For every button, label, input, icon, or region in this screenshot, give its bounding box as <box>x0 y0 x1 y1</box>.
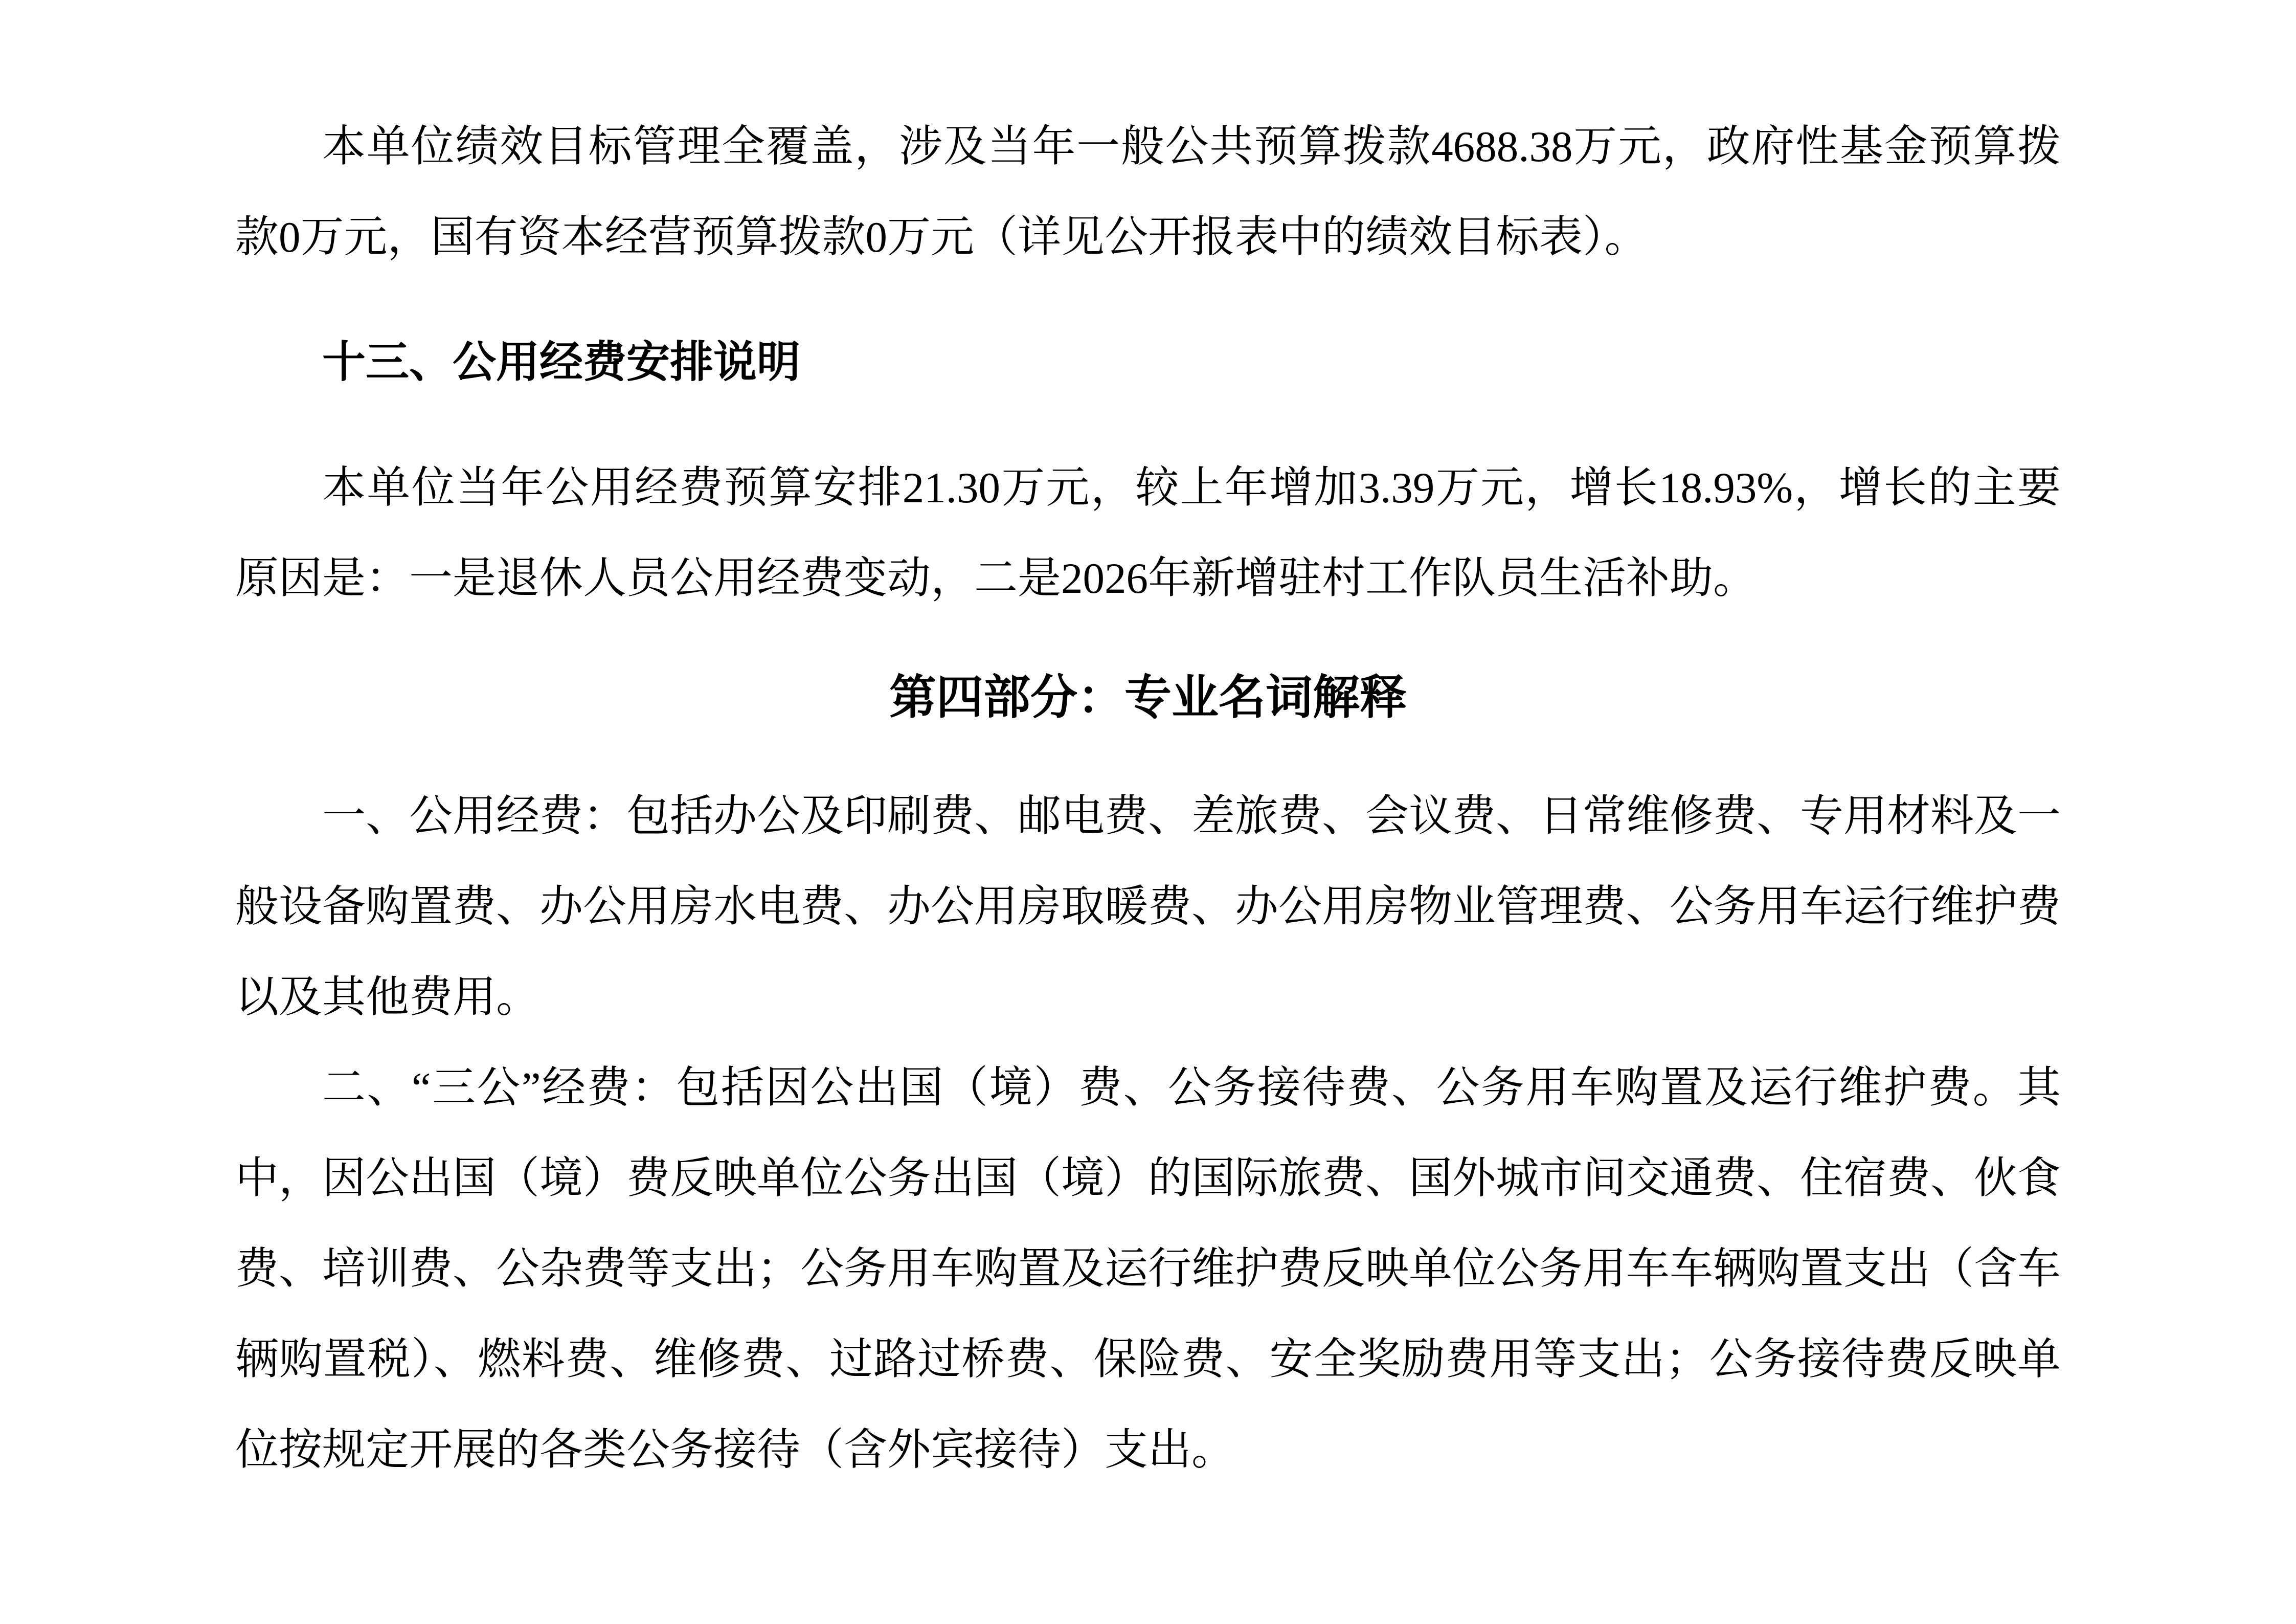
paragraph-performance-target: 本单位绩效目标管理全覆盖，涉及当年一般公共预算拨款4688.38万元，政府性基金预算拨款0万元，国有资本经营预算拨款0万元（详见公开报表中的绩效目标表）。 <box>235 123 2061 261</box>
paragraph-public-expense-detail: 本单位当年公用经费预算安排21.30万元，较上年增加3.39万元，增长18.93%，增长的主要原因是：一是退休人员公用经费变动，二是2026年新增驻村工作队员生活补助。 <box>235 464 2061 603</box>
heading-public-expense-arrangement: 十三、公用经费安排说明 <box>322 339 801 387</box>
paragraph-term-three-public-expenses: 二、“三公”经费：包括因公出国（境）费、公务接待费、公务用车购置及运行维护费。其中，因公出国（境）费反映单位公务出国（境）的国际旅费、国外城市间交通费、住宿费、伙食费、培训费、公杂费等支出；公务用车购置及运行维护费反映单位公务用车车辆购置支出（含车辆购置税）、燃料费、维修费、过路过桥费、保险费、安全奖励费用等支出；公务接待费反映单位按规定开展的各类公务接待（含外宾接待）支出。 <box>235 1064 2061 1474</box>
paragraph-term-public-funds: 一、公用经费：包括办公及印刷费、邮电费、差旅费、会议费、日常维修费、专用材料及一般设备购置费、办公用房水电费、办公用房取暖费、办公用房物业管理费、公务用车运行维护费以及其他费用。 <box>235 792 2061 1021</box>
section-title-part-four-terminology: 第四部分：专业名词解释 <box>889 672 1407 724</box>
